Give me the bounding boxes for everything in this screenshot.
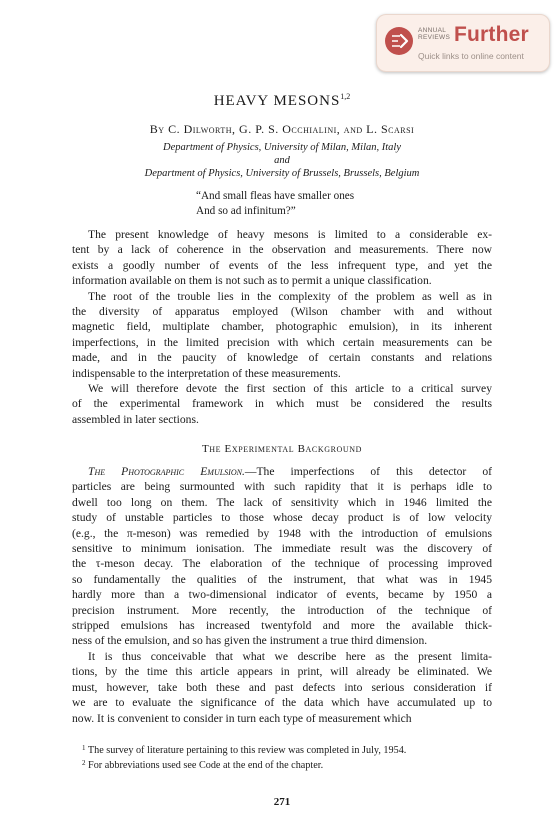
annual-reviews-logo-icon (385, 27, 413, 55)
affiliation-brussels: Department of Physics, University of Brussels, Brussels, Belgium (144, 168, 420, 179)
title-footnote-marks: 1,2 (340, 92, 351, 101)
epigraph-line: And so ad infinitum?” (196, 205, 296, 217)
epigraph (196, 189, 354, 219)
epigraph-line: “And small fleas have smaller ones (196, 190, 355, 202)
footnote-2: $^2$ For abbreviations used see Code at the end of the chapter. (82, 759, 324, 771)
intro-paragraph-2: The root of the trouble lies in the complexity of the problem as well as in the diversity of apparatus employed (Wilson chamber with and without magnetic field, multiplate chamber, photographic emulsion), in its inherent imperfections, in the limited precision with which certain measurements can be made, and in the paucity of knowledge of certain constants and relations indispensable to the interpretation of these measurements. (72, 289, 492, 380)
author-line: By C. Dilworth, G. P. S. Occhialini, and L. Scarsi (149, 122, 415, 136)
intro-paragraph-1: The present knowledge of heavy mesons is limited to a considerable ex- tent by a lack of coherence in the observation and measurements. There now exists a goodly number of events of the less infrequent type, and yet the information available on them is not such as to permit a unique classification. (72, 228, 492, 288)
intro-paragraph-3: We will therefore devote the first section of this article to a critical survey of the experimental framework in which must be considered the results assembled in later sections. (72, 382, 492, 426)
runin-heading: The Photographic Emulsion. (88, 465, 245, 478)
affiliation-milan: Department of Physics, University of Milan, Milan, Italy (163, 142, 401, 153)
section-heading: The Experimental Background (201, 443, 363, 455)
article-title: HEAVY MESONS$^{1,2}$ (213, 92, 351, 109)
annual-reviews-wordmark: ANNUAL REVIEWS (418, 27, 451, 41)
emulsion-paragraph-2: It is thus conceivable that what we describe here as the present limita- tions, by the time this article appears in print, will already be eliminated. We must, however, take both these and past defects into serious consideration if we are to evaluate the significance of the data which have accumulated up to now. It is convenient to consider in turn each type of measurement which (72, 650, 492, 725)
affiliation-and: and (274, 155, 290, 166)
further-label: Further (454, 23, 529, 46)
emulsion-paragraph-1: The Photographic Emulsion.—The imperfections of this detector of particles are being surmounted with such rapidity that it is perhaps idle to dwell too long on them. The lack of sensitivity which in 1946 limited the study of unstable particles to those whose decay product is of low velocity (e.g., the π-meson) was remedied by 1948 with the introduction of emulsions sensitive to minimum ionisation. The immediate result was the discovery of the τ-meson decay. The elaboration of the technique of processing improved so fundamentally the qualities of the instrument, that what was in 1945 hardly more than a two-dimensional indicator of events, became by 1950 a precision instrument. More recently, the introduction of the technique of stripped emulsions has increased twentyfold and more the available thick- ness of the emulsion, and so has given the instrument a true third dimension. (72, 465, 492, 648)
page-number: 271 (273, 796, 291, 808)
further-badge[interactable] (376, 14, 550, 72)
footnote-1: $^1$ The survey of literature pertaining to this review was completed in July, 1954. (82, 744, 407, 756)
quick-links-text: Quick links to online content (418, 51, 524, 61)
